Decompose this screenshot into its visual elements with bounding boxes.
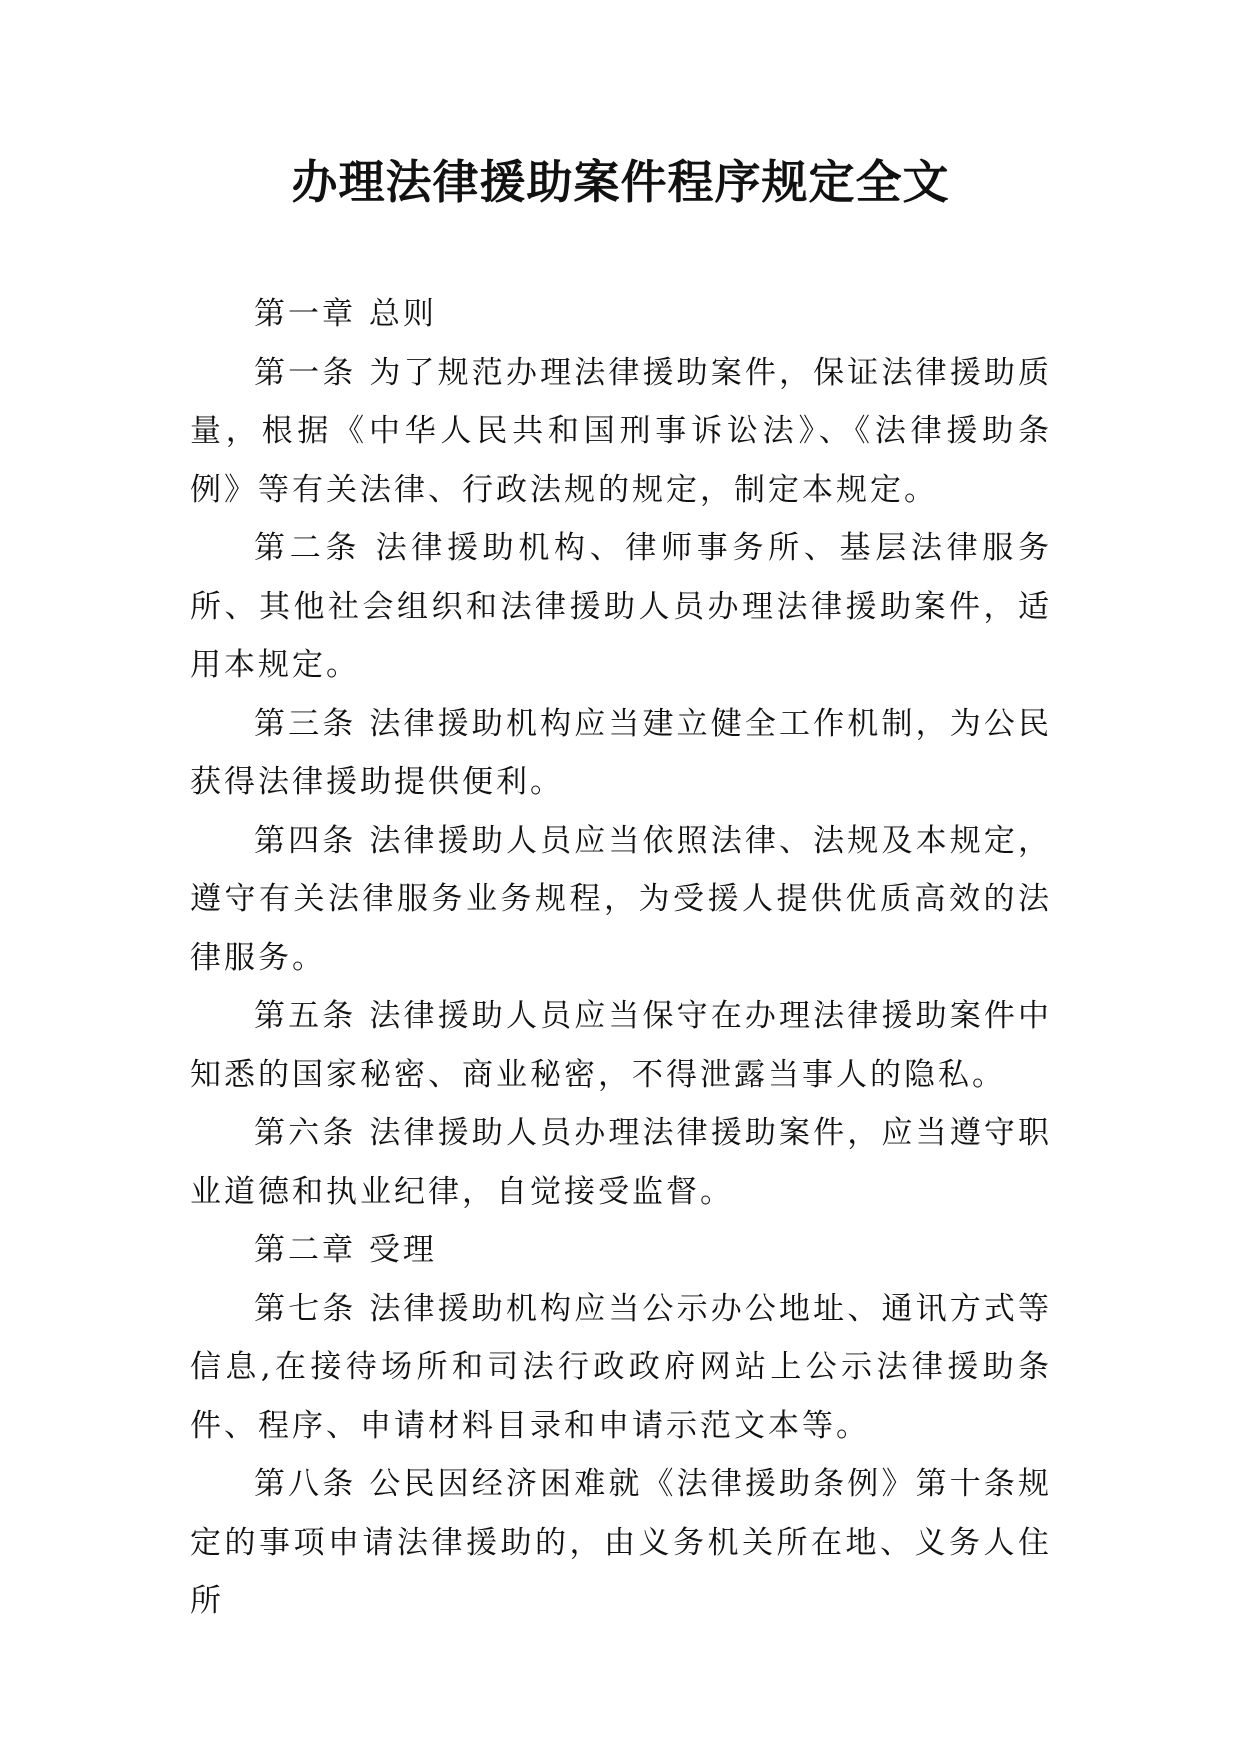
article-7: 第七条 法律援助机构应当公示办公地址、通讯方式等信息,在接待场所和司法行政政府网站上公示法律援助条件、程序、申请材料目录和申请示范文本等。 [190,1290,1052,1444]
chapter-heading-1: 第一章 总则 [254,296,437,332]
article-2: 第二条 法律援助机构、律师事务所、基层法律服务所、其他社会组织和法律援助人员办理法律援助案件，适用本规定。 [190,530,1052,683]
article-5: 第五条 法律援助人员应当保守在办理法律援助案件中知悉的国家秘密、商业秘密，不得泄露当事人的隐私。 [190,998,1052,1093]
document-body [190,285,1052,1631]
article-4: 第四条 法律援助人员应当依照法律、法规及本规定，遵守有关法律服务业务规程，为受援人提供优质高效的法律服务。 [190,822,1052,976]
chapter-heading-2: 第二章 受理 [254,1232,437,1268]
article-8: 第八条 公民因经济困难就《法律援助条例》第十条规定的事项申请法律援助的，由义务机关所在地、义务人住所 [190,1466,1052,1619]
article-1: 第一条 为了规范办理法律援助案件，保证法律援助质量，根据《中华人民共和国刑事诉讼法》、《法律援助条例》等有关法律、行政法规的规定，制定本规定。 [190,354,1052,508]
article-6: 第六条 法律援助人员办理法律援助案件，应当遵守职业道德和执业纪律，自觉接受监督。 [190,1115,1052,1210]
article-3: 第三条 法律援助机构应当建立健全工作机制，为公民获得法律援助提供便利。 [190,705,1052,800]
document-title: 办理法律援助案件程序规定全文 [291,155,950,209]
